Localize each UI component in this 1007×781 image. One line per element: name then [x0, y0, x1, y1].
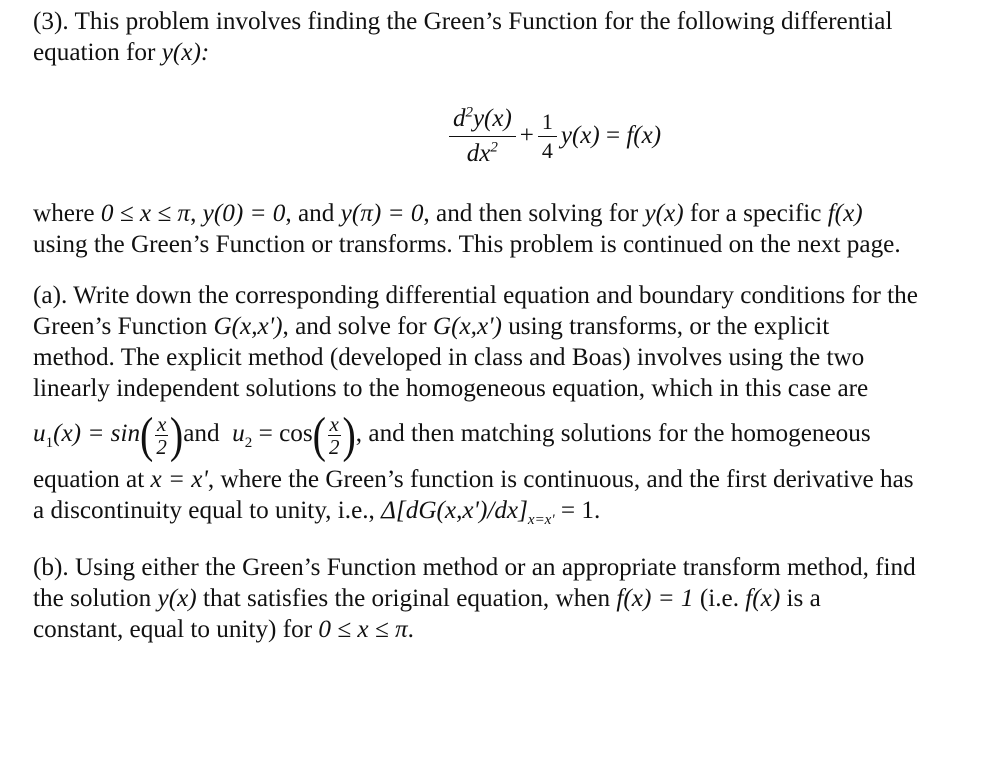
- intro-line-1: (3). This problem involves finding the Green’s Function for the following differential: [33, 8, 893, 35]
- rhs-f-term: f(x): [626, 122, 662, 149]
- domain-condition: 0 ≤ x ≤ π: [100, 200, 191, 227]
- intro-line-2-math: y(x):: [161, 39, 210, 66]
- boundary-condition-2: y(π) = 0: [340, 200, 424, 227]
- part-a-paragraph: (a). Write down the corresponding differential equation and boundary conditions for the Green’s Function G(x,x'), and solve for G(x,x') using transforms, or the explicit method. The explicit method (developed in class and Boas) involves using the two linearly independent solutions to the homogeneous equation, which in this case are $u_1(x) = \sin$( $\frac{x}{2}$ )and $u_2 = \cos$( $\frac{x}{2}$ ), and then matching solutions for the homogeneous equation at x = x', where the Green’s function is continuous, and the first derivative has a discontinuity equal to unity, i.e., $\Delta[dG(x,x')/dx]_{x=x'} = 1$.: [33, 282, 918, 529]
- fraction-numerator: $d^2y(x)$: [449, 104, 516, 137]
- equals-sign: =: [605, 122, 621, 149]
- where-paragraph: where 0 ≤ x ≤ π, y(0) = 0, and y(π) = 0, and then solving for y(x) for a specific f(x) using the Green’s Function or transforms. This problem is continued on the next page.: [33, 200, 901, 258]
- sin-argument-fraction: $\frac{x}{2}$: [156, 411, 167, 459]
- intro-paragraph: [33, 6, 973, 68]
- cos-argument-fraction: $\frac{x}{2}$: [328, 411, 340, 459]
- where-line-2: using the Green’s Function or transforms. This problem is continued on the next page.: [33, 231, 901, 258]
- solutions-line: $u_1(x) = \sin$( $\frac{x}{2}$ )and $u_2 = \cos$( $\frac{x}{2}$ ), and then matching solutions for the homogeneous: [33, 406, 871, 463]
- quarter-numerator: 1: [538, 110, 557, 137]
- part-a-line-3: method. The explicit method (developed in class and Boas) involves using the two: [33, 344, 865, 371]
- part-b-paragraph: (b). Using either the Green’s Function method or an appropriate transform method, find the solution y(x) that satisfies the original equation, when f(x) = 1 (i.e. f(x) is a constant, equal to unity) for 0 ≤ x ≤ π.: [33, 554, 916, 643]
- part-a-line-4: linearly independent solutions to the homogeneous equation, which in this case are: [33, 375, 869, 402]
- part-b-line-1: (b). Using either the Green’s Function method or an appropriate transform method, find: [33, 554, 916, 581]
- part-a-line-1: (a). Write down the corresponding differential equation and boundary conditions for the: [33, 282, 918, 309]
- plus-sign: +: [519, 122, 534, 149]
- quarter-fraction: [538, 110, 557, 163]
- boundary-condition-1: y(0) = 0: [202, 200, 286, 227]
- differential-equation: [33, 86, 973, 186]
- rhs-y-term: y(x): [560, 122, 600, 149]
- second-derivative-fraction: [449, 104, 516, 169]
- fraction-denominator: $dx^2$: [466, 139, 498, 167]
- discontinuity-condition: Δ[dG(x,x')/dx]: [381, 497, 528, 524]
- intro-line-2-text: equation for: [33, 39, 162, 66]
- quarter-denominator: 4: [541, 137, 553, 163]
